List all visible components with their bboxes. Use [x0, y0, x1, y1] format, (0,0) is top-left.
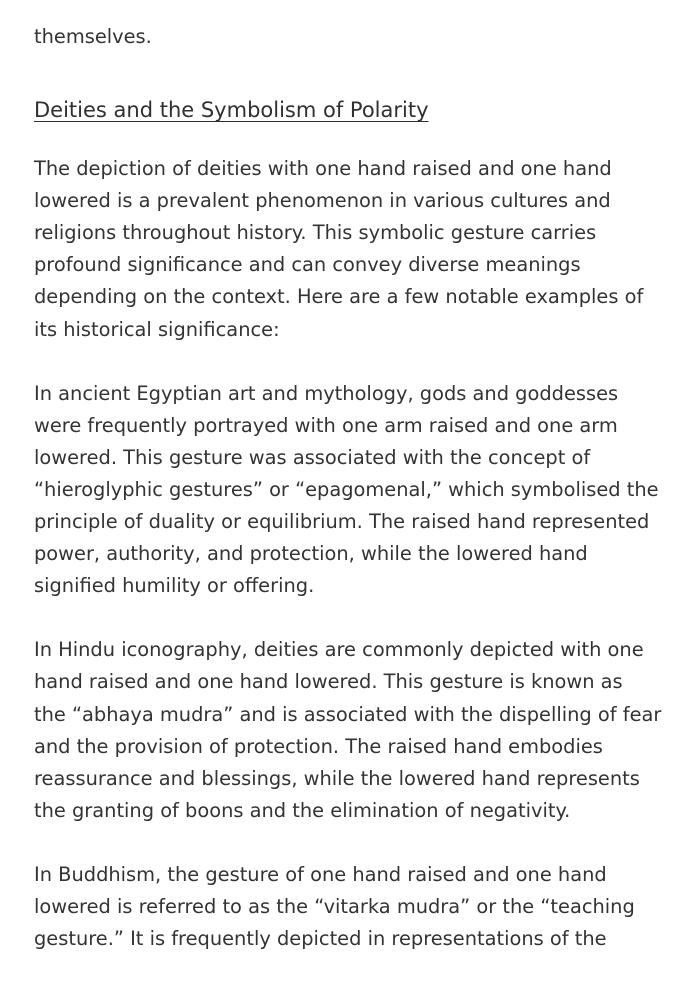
section-heading: Deities and the Symbolism of Polarity	[34, 98, 429, 123]
paragraph-hindu: In Hindu iconography, deities are commonly depicted with one hand raised and one hand lowered. This gesture is known as the “abhaya mudra” and is associated with the dispelling of fear and the provision of protection. The raised hand embodies reassurance and blessings, while the lowered hand represents the granting of boons and the elimination of negativity.	[34, 638, 662, 822]
paragraph-intro: The depiction of deities with one hand raised and one hand lowered is a prevalent phenomenon in various cultures and religions throughout history. This symbolic gesture carries profound significance and can convey diverse meanings depending on the context. Here are a few notable examples of its historical significance:	[34, 157, 644, 341]
article-body	[34, 21, 670, 955]
paragraph-buddhism: In Buddhism, the gesture of one hand raised and one hand lowered is referred to as the “vitarka mudra” or the “teaching gesture.” It is frequently depicted in representations of the	[34, 862, 635, 951]
lead-text-fragment: themselves.	[34, 25, 152, 48]
paragraph-egyptian: In ancient Egyptian art and mythology, gods and goddesses were frequently portrayed with one arm raised and one arm lowered. This gesture was associated with the concept of “hieroglyphic gestures” or “epagomenal,” which symbolised the principle of duality or equilibrium. The raised hand represented power, authority, and protection, while the lowered hand signified humility or offering.	[34, 381, 659, 598]
